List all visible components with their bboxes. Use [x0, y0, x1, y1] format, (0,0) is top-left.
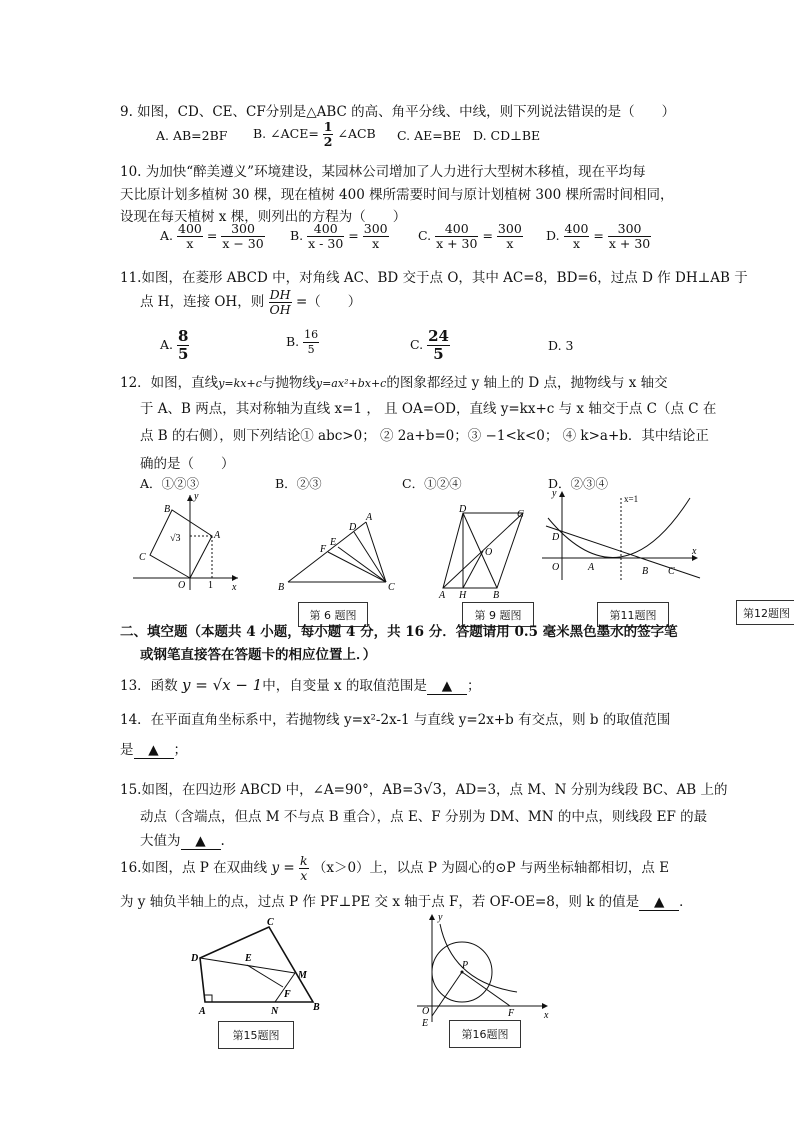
- f2-cd: [354, 532, 386, 582]
- q10-a-n1: 400: [178, 221, 202, 236]
- q13-suffix: 中，自变量 x 的取值范围是: [262, 678, 427, 694]
- f1-label-a: A: [214, 530, 221, 541]
- q14-line1: 14．在平面直角坐标系中，若抛物线 y=x²-2x-1 与直线 y=2x+b 有交点，则 b 的取值范围: [120, 712, 671, 728]
- q11-line2-suffix: =（ ）: [295, 294, 362, 310]
- q11-a-label: A.: [160, 337, 174, 352]
- q10-d-frac2: [608, 222, 651, 251]
- f1-y-arrow: [187, 495, 193, 501]
- q10-c-n1: 400: [435, 222, 478, 237]
- q10-a-frac2: [221, 222, 264, 251]
- f1-label-one: 1: [208, 580, 213, 591]
- q10-b-d1: x - 30: [308, 236, 344, 251]
- q10-c-frac2: [497, 222, 523, 251]
- f1-label-c: C: [139, 552, 146, 563]
- f16-label-y: y: [438, 912, 443, 923]
- f2-label-b: B: [278, 582, 285, 593]
- q10-c-frac1: [435, 222, 478, 251]
- figure-rhombus: [435, 504, 535, 601]
- q12-option-c: C．①②④: [402, 476, 462, 491]
- f16-label-x: x: [544, 1010, 549, 1021]
- q16-line1: [120, 854, 669, 883]
- caption-fig6: 第 6 题图: [298, 602, 368, 627]
- f16-y-arrow: [429, 914, 435, 920]
- q10-option-c: [418, 222, 523, 251]
- f15-label-m: M: [298, 970, 307, 981]
- f15-label-b: B: [313, 1002, 320, 1013]
- section2-line2: 或钢笔直接答在答题卡的相应位置上．）: [140, 647, 377, 663]
- f15-label-f: F: [284, 989, 291, 1000]
- q11-b-label: B.: [286, 334, 300, 349]
- q10-line1: 10. 为加快“醉美遵义”环境建设，某园林公司增加了人力进行大型树木移植，现在平均每: [120, 164, 646, 180]
- q13-function: y = √x − 1: [181, 676, 263, 694]
- q10-a-n2: 300: [221, 222, 264, 237]
- f2-ce: [338, 547, 386, 582]
- f3-label-h: H: [459, 590, 467, 601]
- q10-option-d: [546, 222, 651, 251]
- f16-label-o: O: [422, 1006, 430, 1017]
- f2-label-e: E: [330, 537, 337, 548]
- q12-line1-d: y=ax²+bx+c: [315, 377, 387, 390]
- f3-oh: [463, 551, 483, 588]
- q12-option-d: D．②③④: [548, 476, 609, 491]
- f3-label-a: A: [439, 590, 446, 601]
- q9-option-d: D. CD⊥BE: [473, 128, 541, 143]
- q9-option-b: [253, 120, 376, 149]
- q9-option-b-prefix: B. ∠ACE=: [253, 126, 319, 141]
- q11-option-b: [286, 328, 319, 357]
- q10-a-d1: x: [186, 236, 194, 251]
- q14-line2: [120, 738, 187, 759]
- q10-b-frac2: [363, 222, 389, 251]
- f4-label-b: B: [642, 566, 649, 577]
- f16-label-p: P: [462, 960, 469, 971]
- q10-c-n2: 300: [497, 221, 522, 236]
- f3-ac: [443, 513, 523, 588]
- q12-line1-e: 的图象都经过 y 轴上的 D 点，抛物线与 x 轴交: [386, 375, 668, 391]
- f15-label-d: D: [191, 953, 199, 964]
- q16-line2-prefix: 为 y 轴负半轴上的点，过点 P 作 PF⊥PE 交 x 轴于点 F，若 OF-OE=8，则 k 的值是: [120, 894, 640, 910]
- q11-a-den: 5: [178, 345, 189, 363]
- q12-line1-a: 12．如图，直线: [120, 375, 219, 391]
- f16-label-f: F: [508, 1008, 515, 1019]
- q11-b-num: 16: [304, 328, 319, 341]
- q16-answer-blank[interactable]: ▲: [639, 894, 679, 911]
- f3-label-b: B: [493, 590, 500, 601]
- caption-fig12: 第12题图: [736, 600, 794, 625]
- q9-option-c: C. AE=BE: [397, 128, 462, 143]
- f16-x-arrow: [542, 1003, 548, 1009]
- f4-label-a: A: [588, 562, 595, 573]
- q15-line2: 动点（含端点，但点 M 不与点 B 重合），点 E、F 分别为 DM、MN 的中点，则线段 EF 的最: [140, 809, 708, 825]
- q9-option-b-fraction: [323, 120, 334, 149]
- figure-square-axes: [128, 490, 243, 595]
- caption-fig9: 第 9 题图: [462, 602, 534, 627]
- q10-line3: 设现在每天植树 x 棵，则列出的方程为（ ）: [120, 209, 407, 225]
- q10-b-n2: 300: [363, 221, 388, 236]
- q10-d-frac1: [564, 222, 590, 251]
- f3-label-o: O: [485, 547, 493, 558]
- q9-option-a: A. AB=2BF: [156, 128, 228, 143]
- q10-d-n2: 300: [608, 222, 651, 237]
- q12-line3: 点 B 的右侧），则下列结论① abc>0； ② 2a+b=0；③ −1<k<0； ④ k>a+b．其中结论正: [140, 428, 709, 444]
- q12-line4: 确的是（ ）: [140, 456, 235, 472]
- f4-label-o: O: [552, 562, 560, 573]
- f4-y-arrow: [559, 491, 565, 497]
- q16-line1-prefix: 16.如图，点 P 在双曲线: [120, 860, 268, 876]
- q14-end: ；: [173, 742, 187, 758]
- q10-d-n1: 400: [564, 221, 589, 236]
- q10-a-eq: =: [206, 228, 218, 243]
- q11-line1: 11.如图，在菱形 ABCD 中，对角线 AC、BD 交于点 O，其中 AC=8，BD=6，过点 D 作 DH⊥AB 于: [120, 270, 748, 286]
- f4-label-x: x: [692, 546, 697, 557]
- q11-a-frac: [177, 328, 189, 363]
- f4-line-kx-c: [546, 526, 700, 578]
- q11-line2: [140, 288, 361, 317]
- q10-c-label: C.: [418, 228, 432, 243]
- f1-square: [150, 510, 212, 578]
- f16-hyperbola: [440, 924, 517, 992]
- f4-label-c: C: [668, 566, 675, 577]
- figure-triangle: [278, 510, 398, 592]
- q10-b-n1: 400: [307, 222, 344, 237]
- q16-func-num: k: [299, 853, 308, 868]
- q11-frac-den: OH: [269, 302, 291, 317]
- f1-x-arrow: [232, 575, 238, 581]
- q10-option-a: [160, 222, 265, 251]
- q12-line1: [120, 371, 668, 391]
- q13-prefix: 13．函数: [120, 678, 178, 694]
- q13-answer-blank[interactable]: ▲: [427, 678, 467, 695]
- q10-c-eq: =: [482, 228, 493, 243]
- q16-end: ．: [679, 894, 693, 910]
- f15-right-angle: [205, 995, 212, 1002]
- figure-parabola: [542, 490, 702, 585]
- q14-line2-prefix: 是: [120, 742, 134, 758]
- f1-label-root3: √3: [170, 533, 181, 544]
- q16-func-frac: [299, 854, 309, 883]
- q15-answer-blank[interactable]: ▲: [181, 833, 221, 850]
- q11-a-num: 8: [178, 327, 189, 345]
- q13: [120, 674, 480, 695]
- q12-line2: 于 A、B 两点，其对称轴为直线 x=1 ， 且 OA=OD，直线 y=kx+c 与 x 轴交于点 C（点 C 在: [140, 401, 717, 417]
- f1-label-x: x: [232, 582, 237, 593]
- section2-line1: 二、填空题（本题共 4 小题，每小题 4 分，共 16 分．答题请用 0.5 毫米黑色墨水的签字笔: [120, 624, 678, 640]
- q10-b-d2: x: [372, 236, 380, 251]
- f16-pe: [432, 972, 462, 1016]
- q10-b-label: B.: [290, 228, 304, 243]
- q11-c-den: 5: [433, 345, 444, 363]
- q11-option-d: D. 3: [548, 338, 574, 353]
- q12-option-b: B．②③: [275, 476, 322, 491]
- q13-end: ；: [466, 678, 481, 694]
- q11-c-frac: [427, 328, 450, 363]
- q10-option-b: [290, 222, 389, 251]
- f2-label-a: A: [366, 512, 373, 523]
- q10-d-label: D.: [546, 228, 560, 243]
- q15-line3: [140, 829, 225, 850]
- q12-line1-c: 与抛物线: [261, 375, 316, 391]
- q12-option-a: A．①②③: [140, 476, 200, 491]
- f4-label-d: D: [552, 532, 560, 543]
- caption-fig16: 第16题图: [449, 1020, 521, 1048]
- q10-a-label: A.: [160, 228, 174, 243]
- q10-d-d2: x + 30: [608, 236, 651, 251]
- q16-func-den: x: [300, 868, 308, 883]
- q10-a-frac1: [177, 222, 203, 251]
- q11-c-label: C.: [410, 337, 424, 352]
- q9-stem: 9. 如图，CD、CE、CF分别是△ABC 的高、角平分线、中线，则下列说法错误的是（ ）: [120, 104, 676, 120]
- q10-c-d1: x + 30: [436, 236, 478, 251]
- q11-b-den: 5: [307, 343, 315, 356]
- q10-b-eq: =: [348, 228, 359, 243]
- q16-line2: [120, 890, 693, 911]
- f16-label-e: E: [422, 1018, 429, 1029]
- f1-label-b: B: [164, 504, 171, 515]
- q11-option-a: [160, 328, 189, 363]
- q11-option-c: [410, 328, 450, 363]
- q15-line1-prefix: 15.如图，在四边形 ABCD 中，∠A=90°，AB=: [120, 782, 414, 798]
- f15-label-a: A: [199, 1006, 206, 1017]
- f15-label-n: N: [271, 1006, 279, 1017]
- q15-line3-prefix: 大值为: [140, 833, 181, 849]
- f15-label-e: E: [245, 953, 252, 964]
- caption-fig15: 第15题图: [218, 1021, 294, 1049]
- q10-line2: 天比原计划多植树 30 棵，现在植树 400 棵所需要时间与原计划植树 300 棵所需时间相同，: [120, 187, 674, 203]
- f15-quadrilateral: [200, 927, 313, 1002]
- q15-root: 3√3: [413, 780, 443, 798]
- q10-b-frac1: [307, 222, 344, 251]
- f4-label-x1: x=1: [624, 494, 639, 504]
- f2-label-c: C: [388, 582, 395, 593]
- q15-line1: [120, 778, 728, 798]
- q11-c-num: 24: [428, 327, 449, 345]
- f2-label-f: F: [320, 544, 327, 555]
- q16-line1-suffix: （x＞0）上，以点 P 为圆心的⊙P 与两坐标轴都相切，点 E: [312, 860, 670, 876]
- q12-line1-b: y=kx+c: [218, 377, 262, 390]
- q11-b-frac: [303, 328, 319, 357]
- f1-label-o: O: [178, 580, 186, 591]
- f1-label-y: y: [194, 491, 199, 502]
- q10-d-d1: x: [572, 236, 580, 251]
- q11-line2-prefix: 点 H，连接 OH，则: [140, 294, 265, 310]
- f2-label-d: D: [349, 522, 357, 533]
- f3-label-c: C: [517, 509, 524, 520]
- q11-fraction: [269, 288, 292, 317]
- f3-label-d: D: [459, 504, 467, 515]
- f4-parabola-curve: [548, 498, 690, 558]
- q16-func-y: y =: [271, 860, 295, 876]
- q10-d-eq: =: [593, 228, 604, 243]
- q14-answer-blank[interactable]: ▲: [134, 742, 174, 759]
- q9-option-b-suffix: ∠ACB: [337, 126, 376, 141]
- figure-15-quadrilateral: [185, 915, 330, 1020]
- figure-16-circle: [412, 912, 557, 1027]
- q9-option-b-den: 2: [323, 134, 333, 149]
- f4-label-y: y: [552, 488, 557, 499]
- q11-frac-num: DH: [269, 287, 291, 302]
- q10-c-d2: x: [506, 236, 514, 251]
- q15-end: .: [220, 833, 225, 849]
- caption-fig11: 第11题图: [597, 602, 669, 627]
- f15-label-c: C: [267, 917, 274, 928]
- q15-line1-suffix: ，AD=3，点 M、N 分别为线段 BC、AB 上的: [442, 782, 728, 798]
- q10-a-d2: x − 30: [222, 236, 264, 251]
- q9-option-b-num: 1: [323, 119, 333, 134]
